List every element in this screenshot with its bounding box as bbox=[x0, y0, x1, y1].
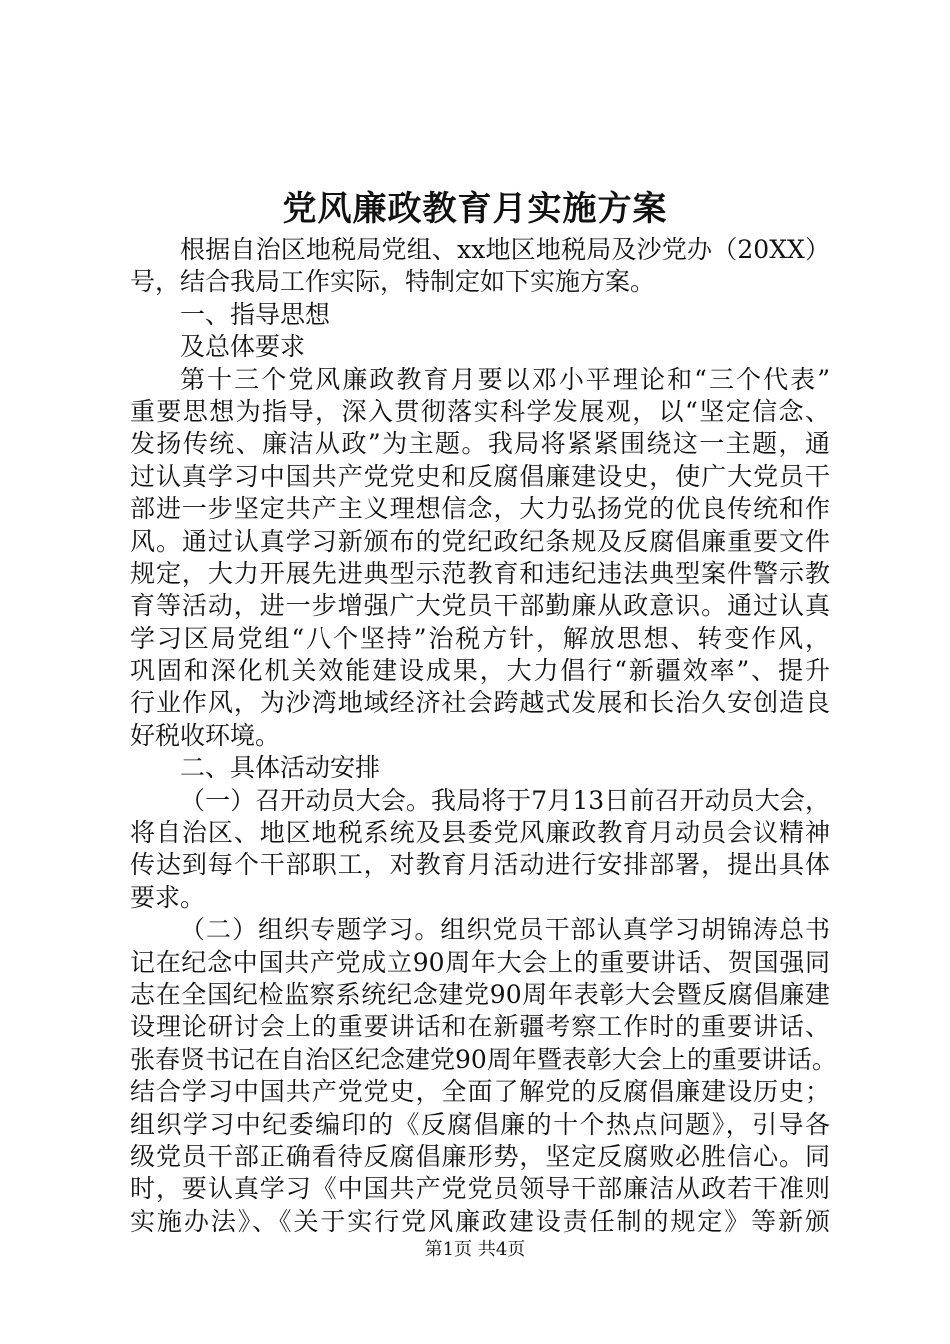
paragraph-line: 巩固和深化机关效能建设成果，大力倡行“新疆效率”、提升 bbox=[130, 656, 830, 686]
paragraph-line: 重要思想为指导，深入贯彻落实科学发展观，以“坚定信念、 bbox=[130, 396, 830, 426]
paragraph-line: 号，结合我局工作实际，特制定如下实施方案。 bbox=[130, 267, 656, 297]
paragraph-line: 要求。 bbox=[130, 882, 206, 912]
paragraph-line: 部进一步坚定共产主义理想信念，大力弘扬党的优良传统和作 bbox=[130, 494, 830, 524]
paragraph-line: 组织学习中纪委编印的《反腐倡廉的十个热点问题》，引导各 bbox=[130, 1109, 830, 1139]
section-heading: 二、具体活动安排 bbox=[180, 753, 381, 783]
paragraph-line: 第十三个党风廉政教育月要以邓小平理论和“三个代表” bbox=[180, 364, 830, 394]
paragraph-line: 张春贤书记在自治区纪念建党90周年暨表彰大会上的重要讲话。 bbox=[130, 1044, 837, 1074]
document-title: 党风廉政教育月实施方案 bbox=[282, 189, 668, 229]
paragraph-line: 行业作风，为沙湾地域经济社会跨越式发展和长治久安创造良 bbox=[130, 688, 830, 718]
paragraph-line: 根据自治区地税局党组、xx地区地税局及沙党办（20XX） bbox=[180, 235, 830, 264]
document-body bbox=[130, 234, 837, 1238]
paragraph-line: 级党员干部正确看待反腐倡廉形势，坚定反腐败必胜信心。同 bbox=[130, 1141, 830, 1171]
paragraph-line: 育等活动，进一步增强广大党员干部勤廉从政意识。通过认真 bbox=[130, 591, 830, 621]
paragraph-line: 好税收环境。 bbox=[130, 720, 281, 750]
section-heading: 一、指导思想 bbox=[180, 299, 331, 329]
paragraph-line: 发扬传统、廉洁从政”为主题。我局将紧紧围绕这一主题，通 bbox=[130, 429, 830, 459]
page-number-footer: 第1页 共4页 bbox=[424, 1239, 526, 1260]
paragraph-line: 传达到每个干部职工，对教育月活动进行安排部署，提出具体 bbox=[130, 850, 830, 880]
paragraph-line: 结合学习中国共产党党史，全面了解党的反腐倡廉建设历史； bbox=[130, 1077, 830, 1107]
section-heading: 及总体要求 bbox=[180, 332, 306, 362]
paragraph-line: 志在全国纪检监察系统纪念建党90周年表彰大会暨反腐倡廉建 bbox=[130, 979, 830, 1009]
paragraph-line: 过认真学习中国共产党党史和反腐倡廉建设史，使广大党员干 bbox=[130, 461, 830, 491]
paragraph-line: 学习区局党组“八个坚持”治税方针，解放思想、转变作风， bbox=[130, 623, 830, 653]
paragraph-line: 风。通过认真学习新颁布的党纪政纪条规及反腐倡廉重要文件 bbox=[130, 526, 830, 556]
paragraph-line: 时，要认真学习《中国共产党党员领导干部廉洁从政若干准则 bbox=[130, 1174, 830, 1204]
paragraph-line: （一）召开动员大会。我局将于7月13日前召开动员大会， bbox=[180, 785, 830, 815]
paragraph-line: 记在纪念中国共产党成立90周年大会上的重要讲话、贺国强同 bbox=[130, 947, 830, 977]
paragraph-line: 实施办法》、《关于实行党风廉政建设责任制的规定》等新颁 bbox=[130, 1206, 830, 1236]
paragraph-line: 规定，大力开展先进典型示范教育和违纪违法典型案件警示教 bbox=[130, 558, 830, 588]
paragraph-line: （二）组织专题学习。组织党员干部认真学习胡锦涛总书 bbox=[180, 915, 830, 945]
paragraph-line: 设理论研讨会上的重要讲话和在新疆考察工作时的重要讲话、 bbox=[130, 1012, 830, 1042]
paragraph-line: 将自治区、地区地税系统及县委党风廉政教育月动员会议精神 bbox=[130, 818, 830, 848]
